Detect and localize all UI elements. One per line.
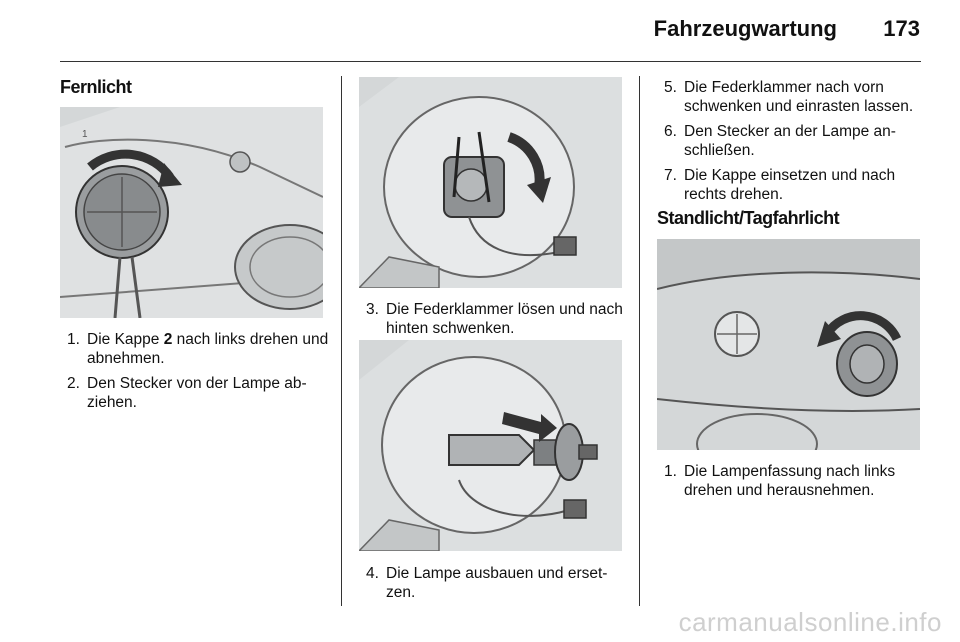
list-item: 4. Die Lampe ausbauen und erset-zen.: [366, 565, 608, 601]
step-number: 1.: [664, 463, 677, 480]
watermark: carmanualsonline.info: [678, 607, 942, 637]
list-item: 3. Die Federklammer lösen und nach hinten schwenken.: [366, 301, 623, 337]
step-number: 6.: [664, 123, 677, 140]
page-number: 173: [883, 16, 920, 41]
illustration-spring-clip: [359, 77, 622, 288]
list-item: 1. Die Kappe 2 nach links drehen und abnehmen.: [67, 331, 329, 367]
header-rule: [60, 61, 921, 62]
list-item: 7. Die Kappe einsetzen und nach rechts drehen.: [664, 167, 896, 203]
steps-list-col1: [67, 330, 332, 418]
steps-list-col2-a: [366, 300, 631, 344]
illustration-headlamp-cap: [60, 107, 323, 318]
svg-text:1: 1: [82, 129, 88, 140]
illustration-bulb-removal: [359, 340, 622, 551]
step-number: 7.: [664, 167, 677, 184]
column-divider-2: [639, 76, 640, 606]
step-number: 4.: [366, 565, 379, 582]
list-item: 1. Die Lampenfassung nach links drehen und herausnehmen.: [664, 463, 896, 499]
part-reference: 2: [163, 331, 173, 348]
list-item: 6. Den Stecker an der Lampe an-schließen.: [664, 123, 896, 159]
step-number: 3.: [366, 301, 379, 318]
illustration-parking-lamp-socket: [657, 239, 920, 450]
list-item: 2. Den Stecker von der Lampe ab-ziehen.: [67, 375, 307, 411]
section-heading-standlicht: Standlicht/Tagfahrlicht: [657, 208, 840, 228]
steps-list-col3-a: [664, 78, 926, 210]
column-divider-1: [341, 76, 342, 606]
section-heading-fernlicht: Fernlicht: [60, 77, 132, 97]
steps-list-col3-b: [664, 462, 926, 506]
step-number: 5.: [664, 79, 677, 96]
running-header-title: Fahrzeugwartung: [653, 16, 837, 41]
list-item: 5. Die Federklammer nach vorn schwenken und einrasten lassen.: [664, 79, 914, 115]
step-number: 1.: [67, 331, 80, 348]
steps-list-col2-b: [366, 564, 631, 608]
step-number: 2.: [67, 375, 80, 392]
